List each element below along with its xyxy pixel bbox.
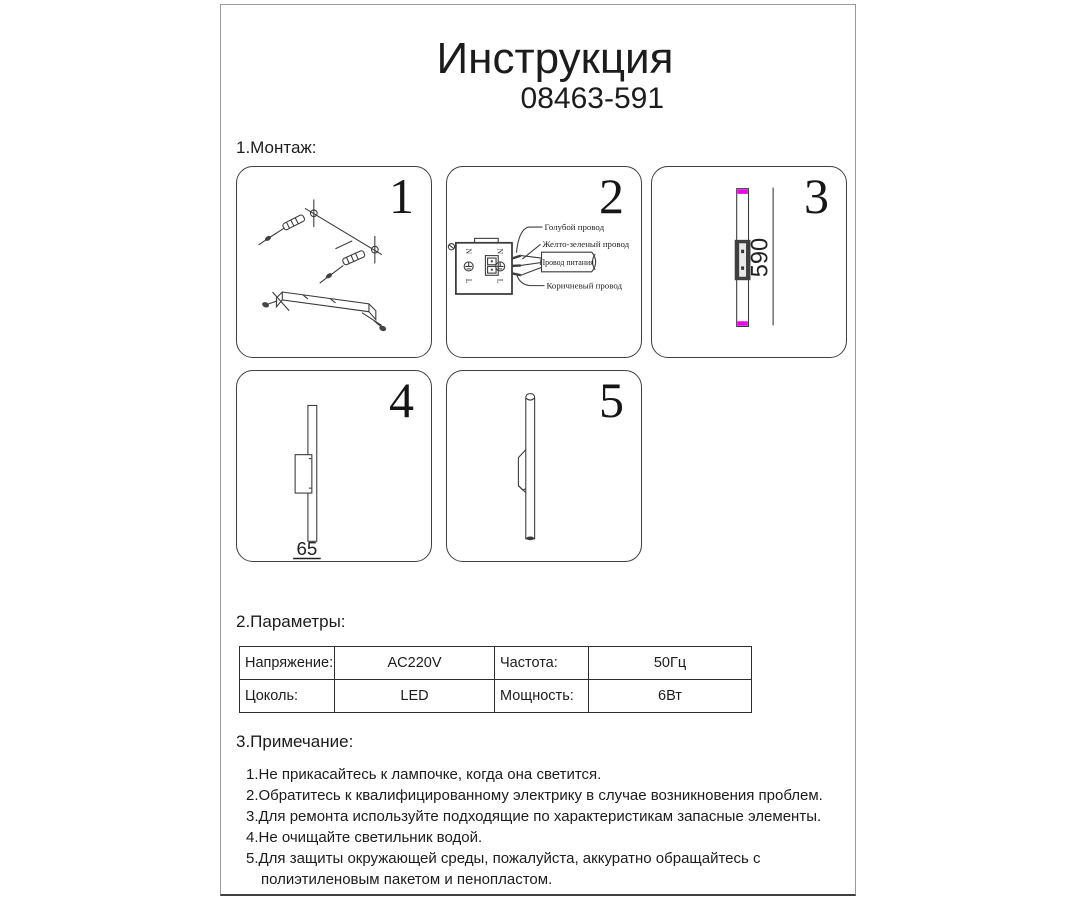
mounting-bracket	[261, 292, 387, 332]
step-number: 3	[804, 168, 829, 224]
lamp-cap-bottom	[737, 321, 747, 326]
params-heading: 2.Параметры:	[236, 612, 346, 631]
montage-step-1	[236, 166, 432, 358]
param-label-voltage: Напряжение:	[240, 647, 335, 680]
param-label-frequency: Частота:	[495, 647, 589, 680]
length-dimension: 590	[747, 237, 774, 278]
terminal-l-left: L	[464, 278, 474, 284]
page-title: Инструкция	[436, 34, 674, 83]
notes-list	[246, 764, 826, 890]
notes-heading: 3.Примечание:	[236, 732, 354, 751]
parameters-table	[239, 646, 752, 713]
lamp-cap-top	[737, 189, 747, 194]
note-item: 4.Не очищайте светильник водой.	[246, 829, 483, 846]
param-value-frequency: 50Гц	[589, 647, 752, 680]
param-label-socle: Цоколь:	[240, 680, 335, 713]
montage-step-5	[446, 370, 642, 562]
wall-mount-box	[295, 455, 312, 493]
step-number: 5	[599, 372, 624, 428]
note-item: 2.Обратитесь к квалифицированному электрику в случае возникновения проблем.	[246, 787, 823, 804]
terminal-n-left: N	[464, 248, 474, 255]
blue-wire-label: Голубой провод	[544, 222, 605, 232]
montage-step-4	[236, 370, 432, 562]
table-row	[240, 647, 752, 680]
montage-step-2	[446, 166, 642, 358]
lamp-tube	[526, 394, 535, 539]
note-item: 1.Не прикасайтесь к лампочке, когда она светится.	[246, 766, 602, 783]
dowel-anchor-2	[342, 250, 365, 266]
param-value-voltage: AC220V	[335, 647, 495, 680]
dowel-anchor-1	[282, 214, 305, 230]
tube-end-cap	[526, 536, 534, 540]
depth-dimension: 65	[296, 538, 318, 560]
montage-heading: 1.Монтаж:	[236, 138, 317, 157]
model-number: 08463-591	[520, 82, 664, 115]
param-value-socle: LED	[335, 680, 495, 713]
montage-step-3	[651, 166, 847, 358]
table-row	[240, 680, 752, 713]
note-item: 3.Для ремонта используйте подходящие по характеристикам запасные элементы.	[246, 808, 822, 825]
terminal-n-right: N	[495, 248, 505, 255]
param-value-power: 6Вт	[589, 680, 752, 713]
instruction-page	[220, 4, 856, 896]
terminal-l-right: L	[495, 278, 505, 284]
param-label-power: Мощность:	[495, 680, 589, 713]
step-number: 2	[599, 168, 624, 224]
note-item: 5.Для защиты окружающей среды, пожалуйста, аккуратно обращайтесь с полиэтиленовым пакетом и пенопластом.	[246, 850, 761, 888]
brown-wire-label: Коричневый провод	[546, 280, 623, 291]
step-number: 1	[389, 168, 414, 224]
step-number: 4	[389, 372, 414, 428]
yellow-green-wire-label: Желто-зеленый провод	[542, 239, 630, 250]
power-cable-label: Провод питания	[539, 257, 594, 267]
